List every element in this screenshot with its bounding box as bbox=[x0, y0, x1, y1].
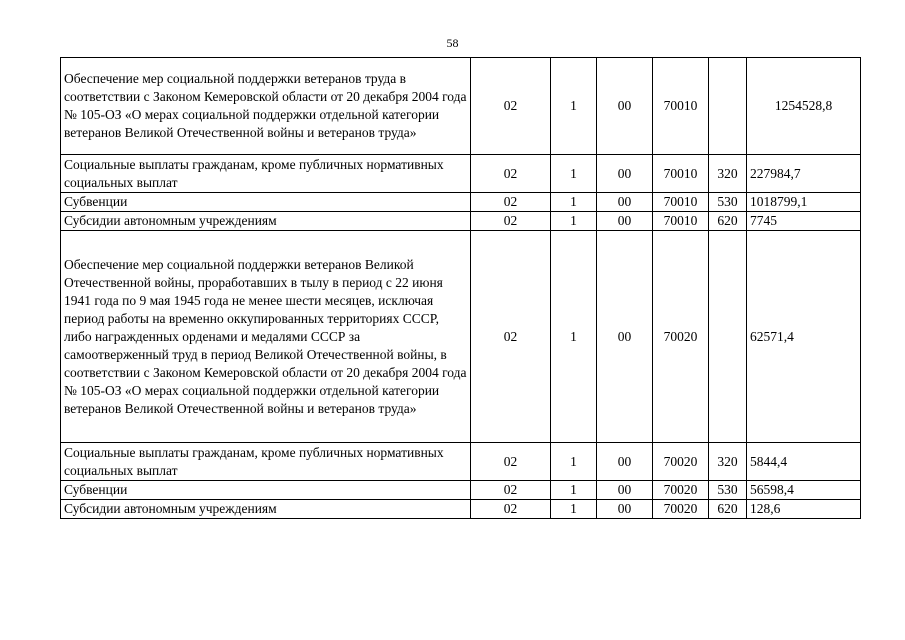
subprogram-code: 1 bbox=[551, 155, 597, 193]
amount: 227984,7 bbox=[747, 155, 861, 193]
table-row bbox=[61, 58, 861, 155]
row-name: Социальные выплаты гражданам, кроме публичных нормативных социальных выплат bbox=[61, 155, 471, 193]
amount: 56598,4 bbox=[747, 481, 861, 500]
section-code: 02 bbox=[471, 500, 551, 519]
main-event-code: 00 bbox=[597, 231, 653, 443]
expense-type-code: 620 bbox=[709, 500, 747, 519]
section-code: 02 bbox=[471, 443, 551, 481]
subprogram-code: 1 bbox=[551, 58, 597, 155]
direction-code: 70010 bbox=[653, 58, 709, 155]
amount: 62571,4 bbox=[747, 231, 861, 443]
expense-type-code bbox=[709, 231, 747, 443]
section-code: 02 bbox=[471, 193, 551, 212]
direction-code: 70010 bbox=[653, 212, 709, 231]
row-name: Субвенции bbox=[61, 481, 471, 500]
table-row bbox=[61, 193, 861, 212]
expense-type-code: 530 bbox=[709, 481, 747, 500]
section-code: 02 bbox=[471, 481, 551, 500]
direction-code: 70020 bbox=[653, 443, 709, 481]
table-row bbox=[61, 155, 861, 193]
row-name: Субвенции bbox=[61, 193, 471, 212]
direction-code: 70010 bbox=[653, 193, 709, 212]
subprogram-code: 1 bbox=[551, 193, 597, 212]
direction-code: 70020 bbox=[653, 231, 709, 443]
main-event-code: 00 bbox=[597, 193, 653, 212]
direction-code: 70020 bbox=[653, 500, 709, 519]
table-row bbox=[61, 500, 861, 519]
amount: 5844,4 bbox=[747, 443, 861, 481]
row-name: Субсидии автономным учреждениям bbox=[61, 500, 471, 519]
direction-code: 70010 bbox=[653, 155, 709, 193]
section-code: 02 bbox=[471, 212, 551, 231]
expense-type-code: 320 bbox=[709, 155, 747, 193]
expense-type-code bbox=[709, 58, 747, 155]
row-name: Субсидии автономным учреждениям bbox=[61, 212, 471, 231]
amount: 1018799,1 bbox=[747, 193, 861, 212]
main-event-code: 00 bbox=[597, 155, 653, 193]
table-row bbox=[61, 231, 861, 443]
page-number: 58 bbox=[446, 36, 459, 50]
expense-type-code: 530 bbox=[709, 193, 747, 212]
amount: 1254528,8 bbox=[747, 58, 861, 155]
table-row bbox=[61, 212, 861, 231]
subprogram-code: 1 bbox=[551, 500, 597, 519]
row-name: Обеспечение мер социальной поддержки ветеранов труда в соответствии с Законом Кемеровской области от 20 декабря 2004 года № 105-ОЗ «О мерах социальной поддержки отдельной категории ветеранов Великой Отечественной войны и ветеранов труда» bbox=[61, 58, 471, 155]
expense-type-code: 620 bbox=[709, 212, 747, 231]
section-code: 02 bbox=[471, 155, 551, 193]
main-event-code: 00 bbox=[597, 212, 653, 231]
direction-code: 70020 bbox=[653, 481, 709, 500]
table-row bbox=[61, 481, 861, 500]
section-code: 02 bbox=[471, 58, 551, 155]
expense-type-code: 320 bbox=[709, 443, 747, 481]
table-row bbox=[61, 443, 861, 481]
subprogram-code: 1 bbox=[551, 231, 597, 443]
subprogram-code: 1 bbox=[551, 481, 597, 500]
main-event-code: 00 bbox=[597, 443, 653, 481]
budget-table bbox=[60, 57, 861, 519]
row-name: Обеспечение мер социальной поддержки ветеранов Великой Отечественной войны, проработавших в тылу в период с 22 июня 1941 года по 9 мая 1945 года не менее шести месяцев, исключая период работы на временно оккупированных территориях СССР, либо награжденных орденами и медалями СССР за самоотверженный труд в период Великой Отечественной войны, в соответствии с Законом Кемеровской области от 20 декабря 2004 года № 105-ОЗ «О мерах социальной поддержки отдельной категории ветеранов Великой Отечественной войны и ветеранов труда» bbox=[61, 231, 471, 443]
main-event-code: 00 bbox=[597, 481, 653, 500]
subprogram-code: 1 bbox=[551, 443, 597, 481]
main-event-code: 00 bbox=[597, 58, 653, 155]
subprogram-code: 1 bbox=[551, 212, 597, 231]
row-name: Социальные выплаты гражданам, кроме публичных нормативных социальных выплат bbox=[61, 443, 471, 481]
amount: 128,6 bbox=[747, 500, 861, 519]
amount: 7745 bbox=[747, 212, 861, 231]
main-event-code: 00 bbox=[597, 500, 653, 519]
section-code: 02 bbox=[471, 231, 551, 443]
